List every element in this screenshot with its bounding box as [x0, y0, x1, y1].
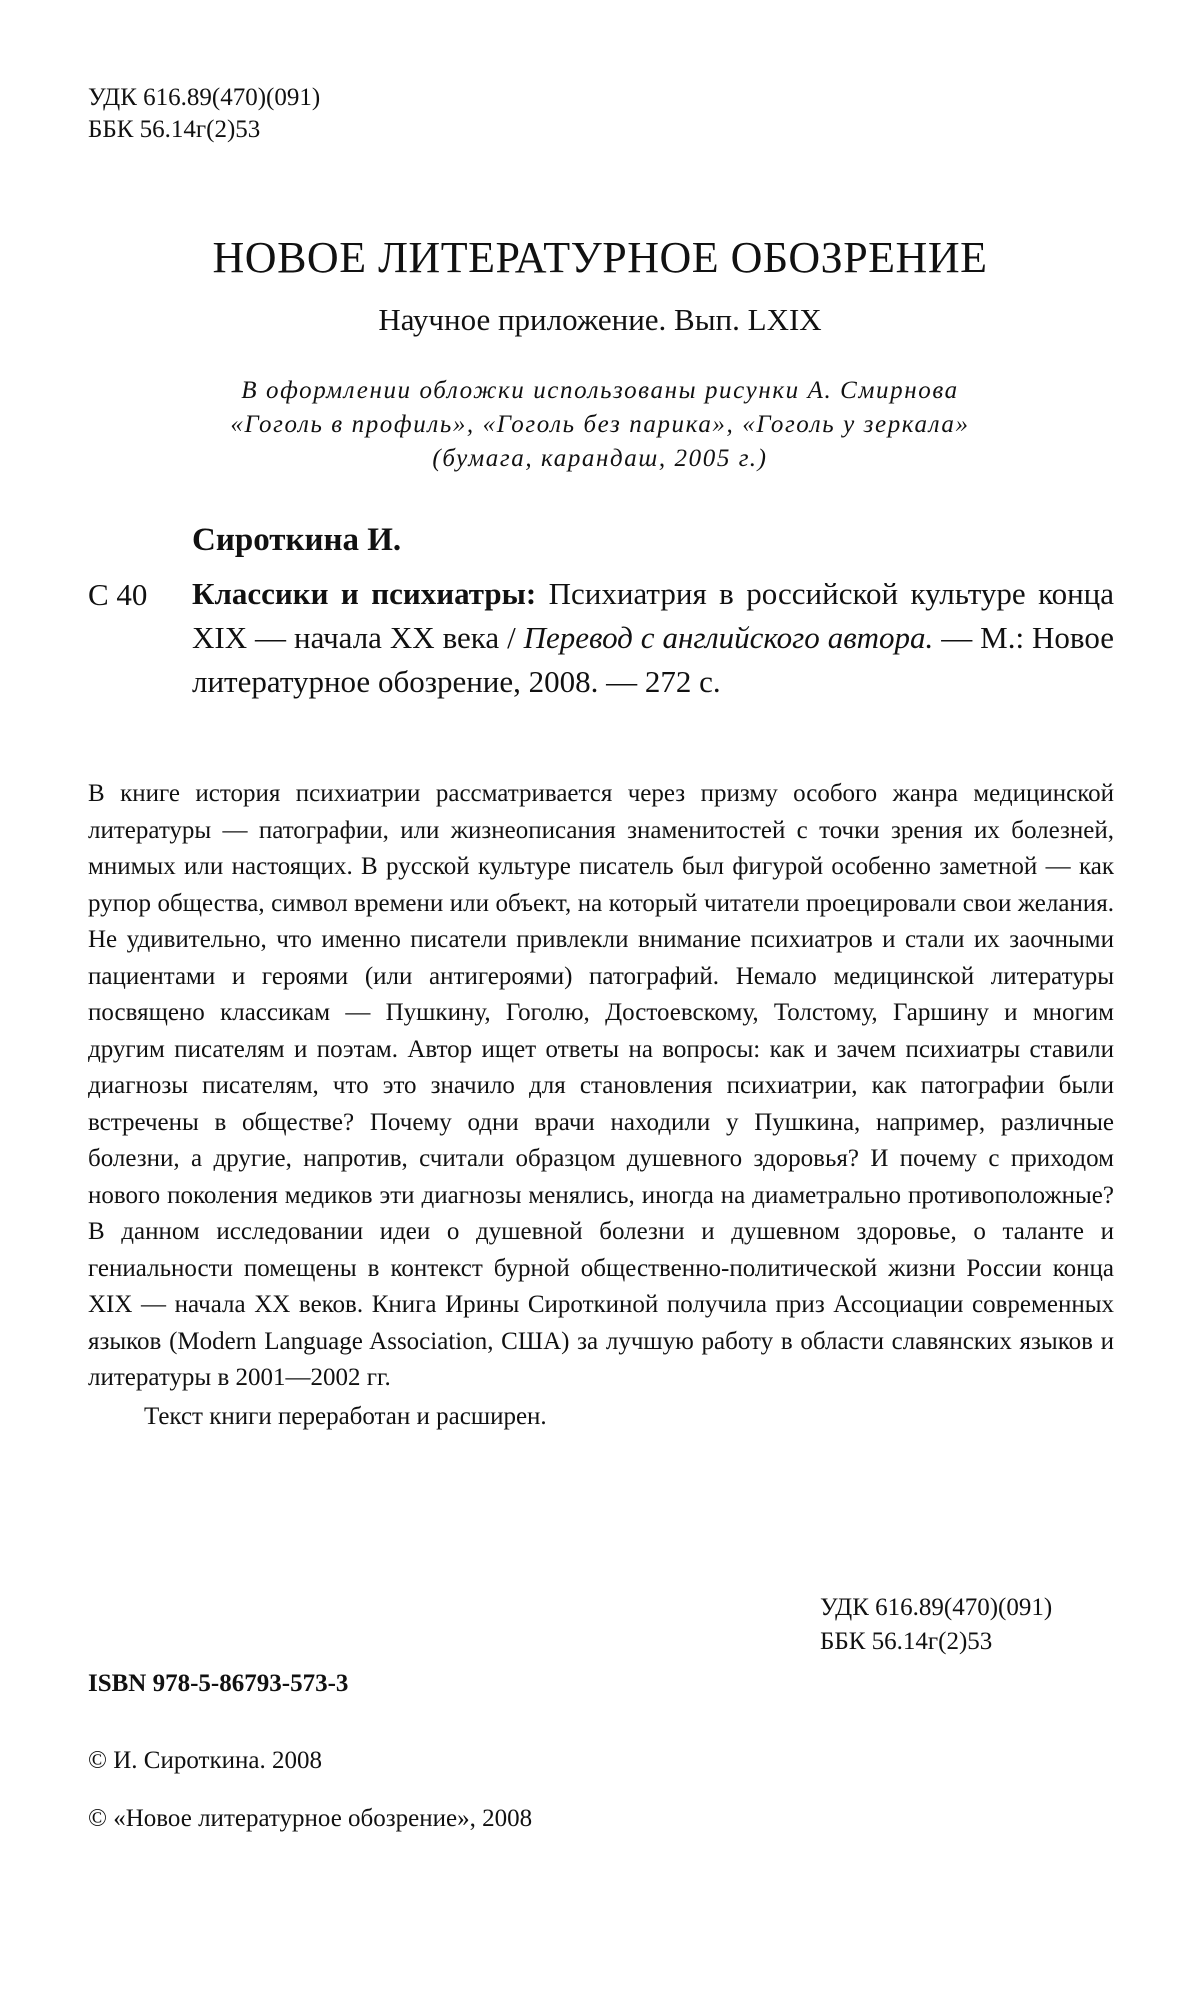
bbk-code: ББК 56.14г(2)53 — [820, 1628, 993, 1655]
book-subtitle: Психиатрия в российской культуре конца XIX — начала XX века / — [192, 576, 1115, 655]
imprint-info: — М.: Новое литературное обозрение, 2008. — 272 с. — [192, 620, 1114, 699]
translation-note: Перевод с английского автора. — [523, 620, 934, 655]
book-abstract — [88, 776, 1114, 1435]
cover-design-note — [90, 374, 1110, 476]
classification-codes-bottom — [820, 1591, 1052, 1659]
cover-note-line: «Гоголь в профиль», «Гоголь без парика», «Гоголь у зеркала» — [230, 411, 970, 438]
copyright-publisher: © «Новое литературное обозрение», 2008 — [88, 1805, 533, 1832]
classification-codes-top — [88, 82, 320, 146]
udk-code: УДК 616.89(470)(091) — [820, 1594, 1053, 1621]
revision-note: Текст книги переработан и расширен. — [144, 1402, 547, 1430]
isbn: ISBN 978-5-86793-573-3 — [88, 1670, 349, 1697]
bibliographic-description — [192, 572, 1114, 704]
book-title: Классики и психиатры: — [192, 576, 537, 611]
author-name: Сироткина И. — [192, 522, 402, 558]
series-title: НОВОЕ ЛИТЕРАТУРНОЕ ОБОЗРЕНИЕ — [212, 233, 988, 282]
cover-note-line: В оформлении обложки использованы рисунки А. Смирнова — [241, 377, 959, 404]
bbk-code: ББК 56.14г(2)53 — [88, 116, 261, 143]
author-cipher: С 40 — [88, 577, 148, 612]
copyright-author: © И. Сироткина. 2008 — [88, 1747, 322, 1774]
abstract-paragraph: В книге история психиатрии рассматривается через призму особого жанра медицинской литературы — патографии, или жизнеописания знаменитостей с точки зрения их болезней, мнимых или настоящих. В русской культуре писатель был фигурой особенно заметной — как рупор общества, символ времени или объект, на который читатели проецировали свои желания. Не удивительно, что именно писатели привлекли внимание психиатров и стали их заочными пациентами и героями (или антигероями) патографий. Немало медицинской литературы посвящено классикам — Пушкину, Гоголю, Достоевскому, Толстому, Гаршину и многим другим писателям и поэтам. Автор ищет ответы на вопросы: как и зачем психиатры ставили диагнозы писателям, что это значило для становления психиатрии, как патографии были встречены в обществе? Почему одни врачи находили у Пушкина, например, различные болезни, а другие, напротив, считали образцом душевного здоровья? И почему с приходом нового поколения медиков эти диагнозы менялись, иногда на диаметрально противоположные? В данном исследовании идеи о душевной болезни и душевном здоровье, о таланте и гениальности помещены в контекст бурной общественно-политической жизни России конца XIX — начала XX веков. Книга Ирины Сироткиной получила приз Ассоциации современных языков (Modern Language Association, США) за лучшую работу в области славянских языков и литературы в 2001—2002 гг. — [88, 780, 1114, 1391]
cover-note-line: (бумага, карандаш, 2005 г.) — [432, 445, 768, 472]
series-subtitle: Научное приложение. Вып. LXIX — [378, 302, 822, 337]
udk-code: УДК 616.89(470)(091) — [88, 84, 321, 111]
